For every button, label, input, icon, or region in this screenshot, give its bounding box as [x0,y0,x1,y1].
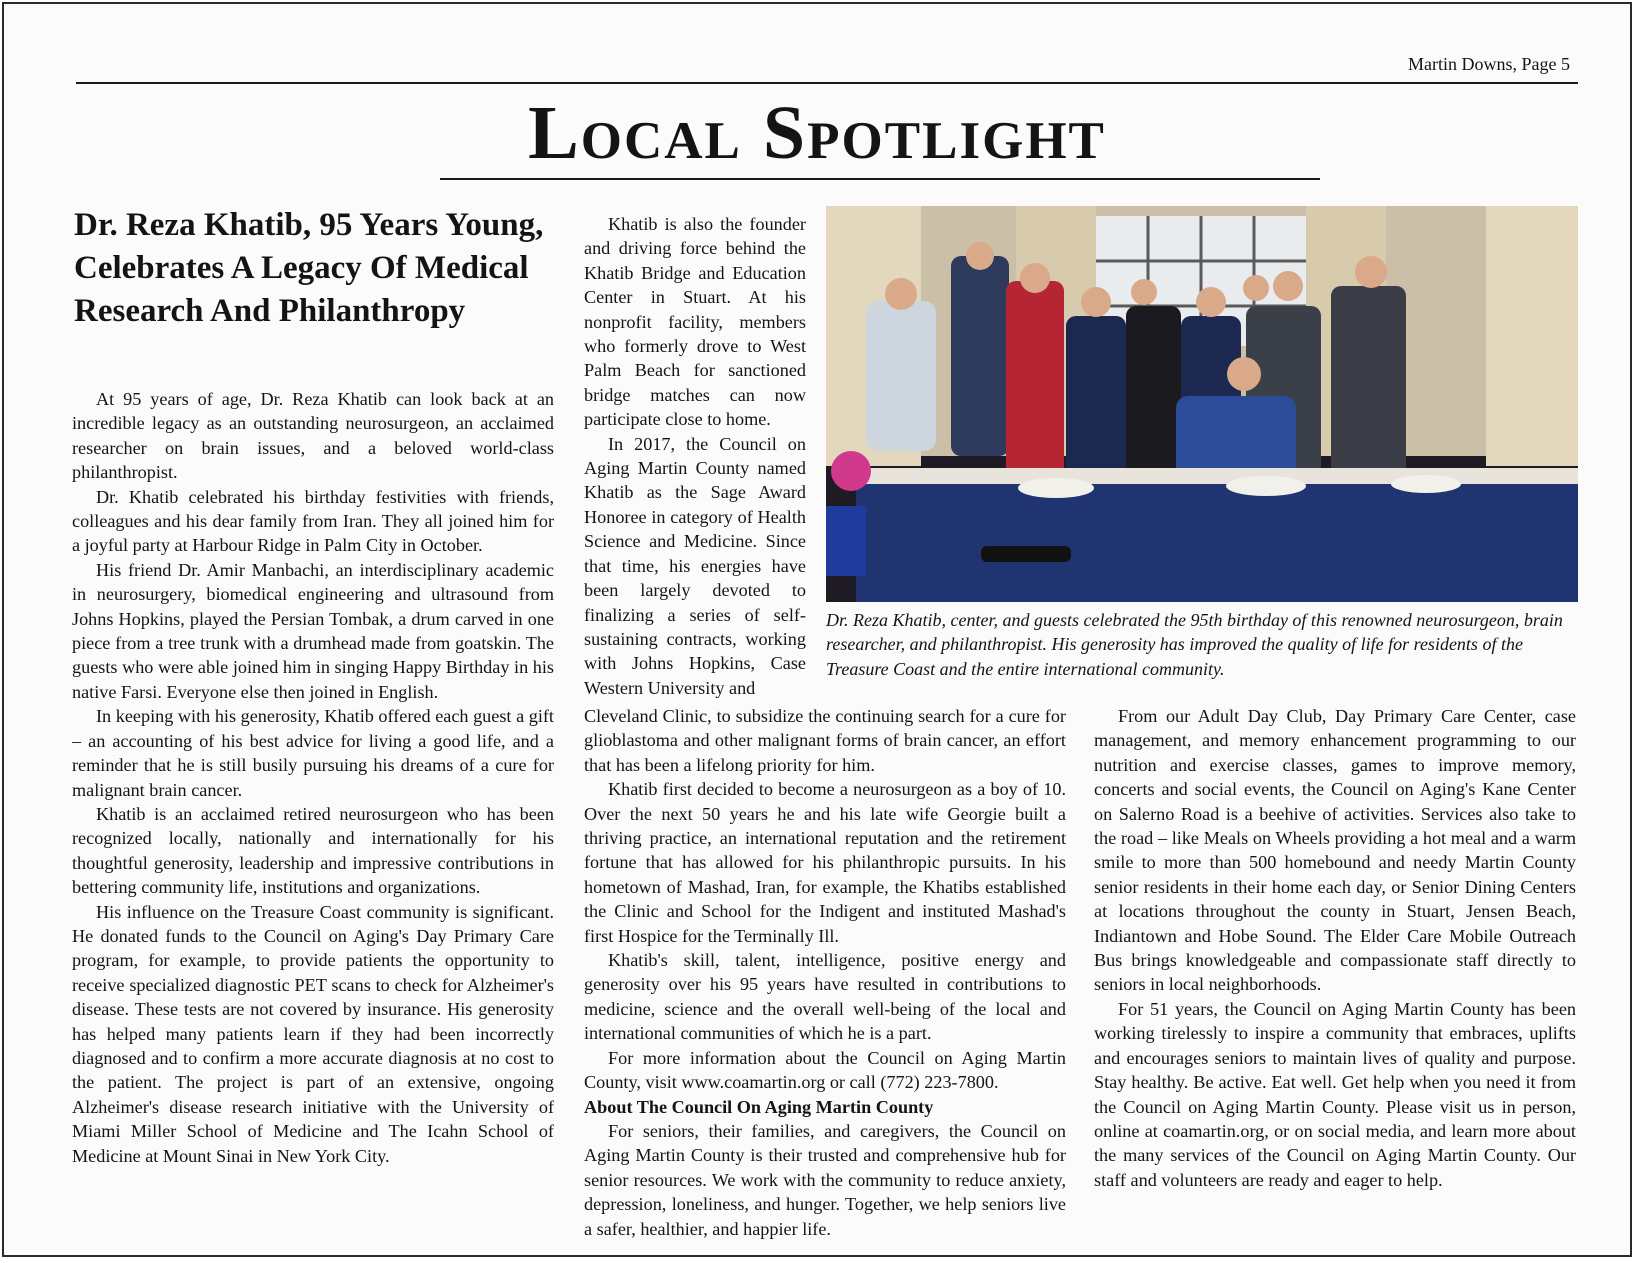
subhead: About The Council On Aging Martin County [584,1096,934,1117]
title-rule [440,178,1320,180]
paragraph: At 95 years of age, Dr. Reza Khatib can look back at an incredible legacy as an outstanding neurosurgeon, an acclaimed researcher on brain issues, and a beloved world-class philanthropist. [72,389,554,483]
paragraph: Cleveland Clinic, to subsidize the continuing search for a cure for glioblastoma and other malignant forms of brain cancer, an effort that has been a lifelong priority for him. [584,706,1066,775]
paragraph: His friend Dr. Amir Manbachi, an interdisciplinary academic in neurosurgery, biomedical engineering and ultrasound from Johns Hopkins, played the Persian Tombak, a drum carved in one piece from a tree trunk with a drumhead made from goatskin. The guests who were able joined him in singing Happy Birthday in his native Farsi. Everyone else then joined in English. [72,559,554,702]
photo-caption: Dr. Reza Khatib, center, and guests celebrated the 95th birthday of this renowned neurosurgeon, brain researcher, and philanthropist. His generosity has improved the quality of life for residents of the Treasure Coast and the entire international community. [826,610,1563,679]
paragraph: From our Adult Day Club, Day Primary Care Center, case management, and memory enhancement programming to our nutrition and exercise classes, games to improve memory, concerts and social events, the Council on Aging's Kane Center on Salerno Road is a beehive of activities. Services also take to the road – like Meals on Wheels providing a hot meal and a warm smile to more than 500 homebound and needy Martin County senior residents in their home each day, or Senior Dining Centers at locations throughout the county in Stuart, Jensen Beach, Indiantown and Hobe Sound. The Elder Care Mobile Outreach Bus brings knowledgeable and compassionate staff directly to seniors in local neighborhoods. [1094,706,1576,995]
paragraph: Khatib first decided to become a neurosurgeon as a boy of 10. Over the next 50 years he and his late wife Georgie built a thriving practice, an international reputation and the retirement fortune that has allowed for his philanthropic pursuits. In his hometown of Mashad, Iran, for example, the Khatibs established the Clinic and School for the Indigent and instituted Mashad's first Hospice for the Terminally Ill. [584,779,1066,946]
paragraph: Khatib is also the founder and driving force behind the Khatib Bridge and Education Center in Stuart. At his nonprofit facility, members who formerly drove to West Palm Beach for sanctioned bridge matches can now participate close to home. [584,214,806,430]
paragraph: For 51 years, the Council on Aging Martin County has been working tirelessly to inspire a community that embraces, uplifts and encourages seniors to maintain lives of quality and purpose. Stay healthy. Be active. Eat well. Get help when you need it from the Council on Aging Martin County. Please visit us in person, online at coamartin.org, or on social media, and learn more about the many services of the Council on Aging Martin County. Our staff and volunteers are ready and eager to help. [1094,998,1576,1190]
paragraph: In 2017, the Council on Aging Martin County named Khatib as the Sage Award Honoree in category of Health Science and Medicine. Since that time, his energies have been largely devoted to finalizing a series of self-sustaining contracts, working with Johns Hopkins, Case Western University and [584,433,806,698]
section-title: Local Spotlight [528,91,1106,175]
paragraph: His influence on the Treasure Coast community is significant. He donated funds to the Council on Aging's Day Primary Care program, for example, to provide patients the opportunity to receive specialized diagnostic PET scans to check for Alzheimer's disease. These tests are not covered by insurance. His generosity has helped many patients learn if they had been incorrectly diagnosed and to confirm a more accurate diagnosis at no cost to the patient. The project is part of an extensive, ongoing Alzheimer's disease research initiative with the University of Miami Miller School of Medicine and The Icahn School of Medicine at Mount Sinai in New York City. [72,901,554,1166]
newspaper-page [2,2,1632,1257]
event-photo [826,206,1578,602]
paragraph: Khatib is an acclaimed retired neurosurgeon who has been recognized locally, nationally and internationally for his thoughtful generosity, leadership and impressive contributions in bettering community life, institutions and organizations. [72,803,554,898]
paragraph: For seniors, their families, and caregivers, the Council on Aging Martin County is their trusted and comprehensive hub for senior resources. We work with the community to reduce anxiety, depression, loneliness, and hunger. Together, we help seniors live a safer, healthier, and happier life. [584,1120,1066,1239]
paragraph: For more information about the Council on Aging Martin County, visit www.coamartin.org or call (772) 223-7800. [584,1047,1066,1093]
paragraph: Dr. Khatib celebrated his birthday festivities with friends, colleagues and his dear family from Iran. They all joined him for a joyful party at Harbour Ridge in Palm City in October. [72,486,554,556]
article-column-1 [72,387,554,1239]
page-label: Martin Downs, Page 5 [1408,54,1570,74]
article-headline: Dr. Reza Khatib, 95 Years Young, Celebrates A Legacy Of Medical Research And Philanthropy [74,207,544,329]
article-column-4 [1094,704,1576,1239]
header-rule [76,82,1578,84]
event-photo-illustration [826,206,1578,602]
paragraph: Khatib's skill, talent, intelligence, positive energy and generosity over his 95 years have resulted in contributions to medicine, science and the overall well-being of the local and international communities of which he is a part. [584,950,1066,1044]
article-column-2 [584,212,806,700]
paragraph: In keeping with his generosity, Khatib offered each guest a gift – an accounting of his best advice for living a good life, and a reminder that he is still busily pursuing his dreams of a cure for malignant brain cancer. [72,706,554,800]
article-column-3 [584,704,1066,1239]
